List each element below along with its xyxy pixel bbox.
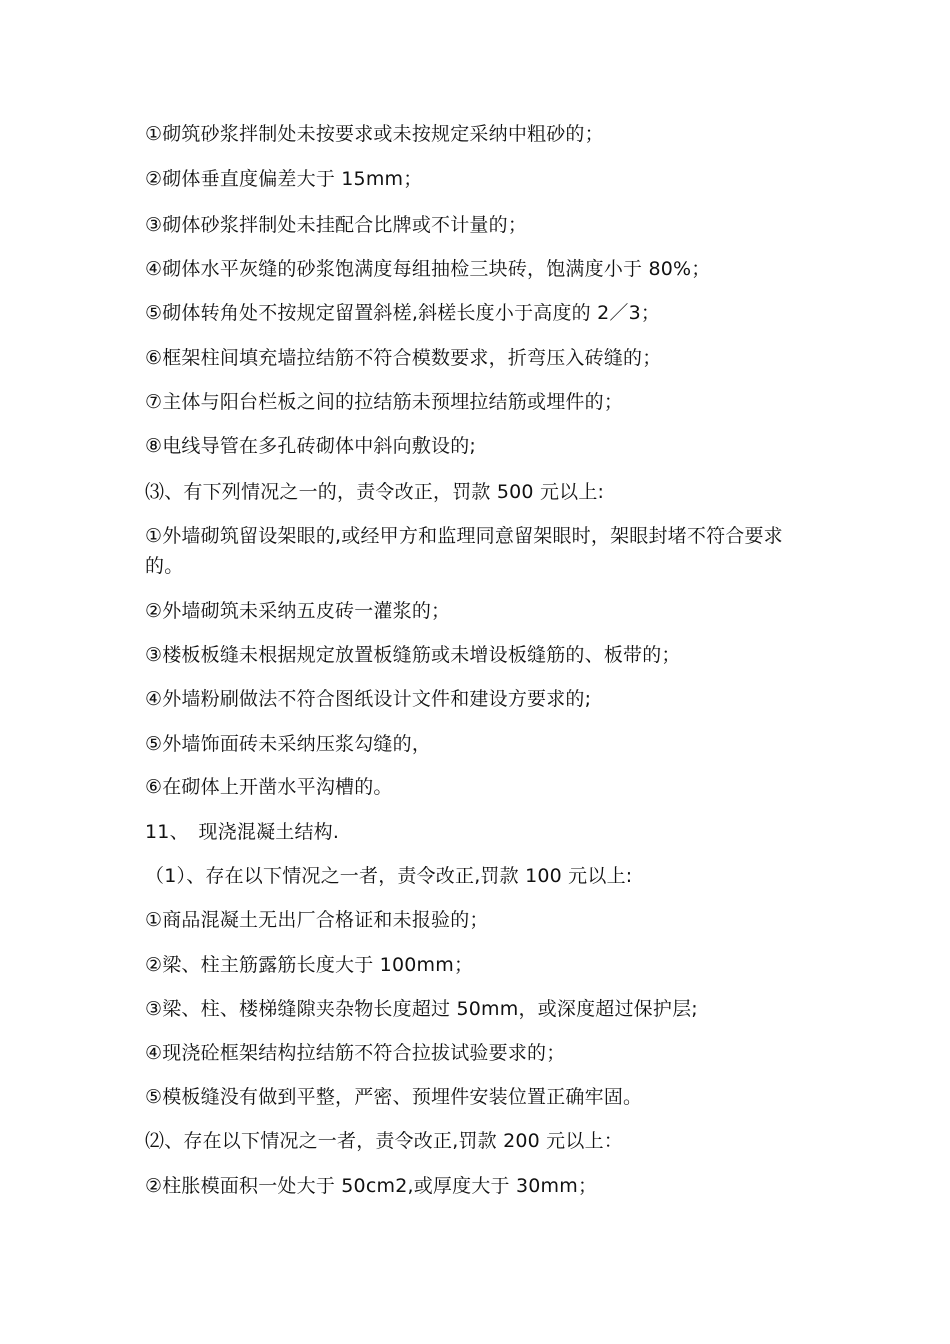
text-line-2: ②砌体垂直度偏差大于 15mm；	[145, 168, 423, 190]
text-line-11: ②外墙砌筑未采纳五皮砖一灌浆的；	[145, 600, 451, 622]
text-line-21: ④现浇砼框架结构拉结筋不符合拉拔试验要求的；	[145, 1042, 566, 1064]
text-line-15: ⑥在砌体上开凿水平沟槽的。	[145, 776, 393, 798]
text-line-24: ②柱胀模面积一处大于 50cm2,或厚度大于 30mm；	[145, 1175, 598, 1197]
text-line-12: ③楼板板缝未根据规定放置板缝筋或未增设板缝筋的、板带的；	[145, 644, 681, 666]
text-line-3: ③砌体砂浆拌制处未挂配合比牌或不计量的；	[145, 214, 528, 236]
text-line-8: ⑧电线导管在多孔砖砌体中斜向敷设的;	[145, 435, 477, 457]
text-line-18: ①商品混凝土无出厂合格证和未报验的；	[145, 909, 489, 931]
text-line-23: ⑵、存在以下情况之一者，责令改正,罚款 200 元以上：	[145, 1130, 623, 1152]
text-line-14: ⑤外墙饰面砖未采纳压浆勾缝的，	[145, 733, 432, 755]
text-line-7: ⑦主体与阳台栏板之间的拉结筋未预埋拉结筋或埋件的；	[145, 391, 624, 413]
text-line-13: ④外墙粉刷做法不符合图纸设计文件和建设方要求的;	[145, 688, 592, 710]
text-line-16: 11、 现浇混凝土结构.	[145, 821, 340, 843]
text-line-20: ③梁、柱、楼梯缝隙夹杂物长度超过 50mm，或深度超过保护层;	[145, 998, 698, 1020]
text-line-17: （1）、存在以下情况之一者，责令改正,罚款 100 元以上:	[145, 865, 633, 887]
text-line-1: ①砌筑砂浆拌制处未按要求或未按规定采纳中粗砂的；	[145, 123, 604, 145]
text-line-22: ⑤模板缝没有做到平整，严密、预埋件安装位置正确牢固。	[145, 1086, 643, 1108]
text-line-5: ⑤砌体转角处不按规定留置斜槎,斜槎长度小于高度的 2／3；	[145, 302, 661, 324]
text-line-4: ④砌体水平灰缝的砂浆饱满度每组抽检三块砖，饱满度小于 80%；	[145, 258, 711, 280]
text-line-10: ①外墙砌筑留设架眼的,或经甲方和监理同意留架眼时，架眼封堵不符合要求的。	[145, 525, 783, 577]
text-line-6: ⑥框架柱间填充墙拉结筋不符合模数要求，折弯压入砖缝的；	[145, 347, 662, 369]
text-line-19: ②梁、柱主筋露筋长度大于 100mm；	[145, 954, 474, 976]
text-line-9: ⑶、有下列情况之一的，责令改正，罚款 500 元以上:	[145, 481, 605, 503]
